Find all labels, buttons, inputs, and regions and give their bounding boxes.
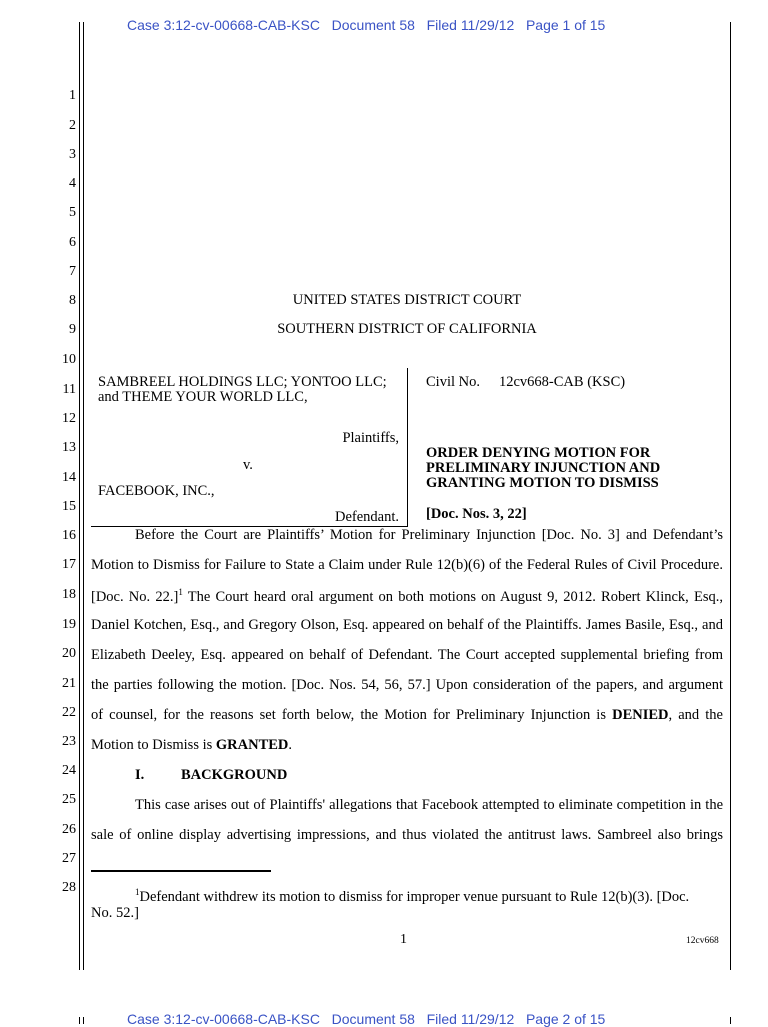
line-number: 13	[62, 440, 76, 455]
ruling-granted: GRANTED	[215, 737, 289, 753]
order-title: GRANTING MOTION TO DISMISS	[426, 475, 659, 491]
body-line: Elizabeth Deeley, Esq. appeared on behalf of Defendant. The Court accepted supplemental briefing from	[91, 647, 723, 663]
body-line: the parties following the motion. [Doc. Nos. 54, 56, 57.] Upon consideration of the papers, and argument	[91, 677, 723, 693]
page-header-next: Case 3:12-cv-00668-CAB-KSC Document 58 Filed 11/29/12 Page 2 of 15	[127, 1011, 606, 1027]
left-margin-rule-inner-next	[83, 1017, 84, 1024]
right-margin-rule-next	[730, 1017, 731, 1024]
body-line: Motion to Dismiss for Failure to State a Claim under Rule 12(b)(6) of the Federal Rules of Civil Procedure.	[91, 557, 723, 573]
line-number: 9	[69, 322, 76, 337]
body-text: [Doc. No. 22.]	[91, 588, 179, 605]
body-text: of counsel, for the reasons set forth below, the Motion for Preliminary Injunction is	[91, 707, 613, 723]
defendant-name: FACEBOOK, INC.,	[98, 483, 215, 499]
doc-nos: [Doc. Nos. 3, 22]	[426, 506, 527, 522]
body-text: .	[288, 737, 293, 753]
page-number: 1	[400, 932, 407, 947]
line-number: 20	[62, 646, 76, 661]
left-margin-rule-inner	[83, 22, 84, 970]
line-number: 27	[62, 851, 76, 866]
right-margin-rule	[730, 22, 731, 970]
line-number: 8	[69, 293, 76, 308]
plaintiffs-names: SAMBREEL HOLDINGS LLC; YONTOO LLC;	[98, 374, 387, 390]
left-margin-rule-outer	[79, 22, 80, 970]
ruling-denied: DENIED	[612, 707, 669, 723]
body-text: The Court heard oral argument on both motions on August 9, 2012. Robert Klinck, Esq.,	[182, 588, 723, 605]
footnote-text-cont: No. 52.]	[91, 904, 139, 921]
versus: v.	[243, 457, 253, 473]
plaintiffs-names-cont: and THEME YOUR WORLD LLC,	[98, 389, 308, 405]
line-number: 12	[62, 411, 76, 426]
footnote-text: Defendant withdrew its motion to dismiss for improper venue pursuant to Rule 12(b)(3). [Doc.	[139, 888, 690, 905]
line-number: 24	[62, 763, 76, 778]
court-name: UNITED STATES DISTRICT COURT	[292, 292, 522, 308]
body-line: This case arises out of Plaintiffs' allegations that Facebook attempted to eliminate competition in the	[135, 797, 723, 813]
page-header: Case 3:12-cv-00668-CAB-KSC Document 58 Filed 11/29/12 Page 1 of 15	[127, 17, 606, 33]
body-line	[91, 737, 723, 754]
line-number: 11	[62, 382, 76, 397]
body-line: Before the Court are Plaintiffs’ Motion for Preliminary Injunction [Doc. No. 3] and Defendant’s	[135, 527, 723, 543]
line-number: 21	[62, 676, 76, 691]
order-title: ORDER DENYING MOTION FOR	[426, 445, 651, 461]
line-number: 16	[62, 528, 76, 543]
line-number: 5	[69, 205, 76, 220]
section-number: I.	[135, 767, 145, 783]
court-district: SOUTHERN DISTRICT OF CALIFORNIA	[277, 321, 537, 337]
line-number: 22	[62, 705, 76, 720]
line-number: 2	[69, 118, 76, 133]
caption-divider-vertical	[407, 368, 408, 527]
line-number: 17	[62, 557, 76, 572]
line-number: 7	[69, 264, 76, 279]
line-number: 26	[62, 822, 76, 837]
body-text: , and the	[668, 707, 723, 723]
left-margin-rule-outer-next	[79, 1017, 80, 1024]
line-number: 25	[62, 792, 76, 807]
line-number: 19	[62, 617, 76, 632]
line-number: 1	[69, 88, 76, 103]
body-line: Daniel Kotchen, Esq., and Gregory Olson, Esq. appeared on behalf of the Plaintiffs. James Basile, Esq., and	[91, 617, 723, 633]
footnote-ref: 1	[178, 587, 183, 597]
line-number: 28	[62, 880, 76, 895]
body-line	[91, 587, 723, 606]
line-number: 14	[62, 470, 76, 485]
civil-no-label: Civil No.	[426, 374, 480, 390]
line-number: 15	[62, 499, 76, 514]
section-heading: BACKGROUND	[181, 767, 288, 783]
body-line	[91, 707, 723, 724]
body-line: sale of online display advertising impressions, and thus violated the antitrust laws. Sambreel also brings	[91, 827, 723, 843]
footnote	[91, 884, 723, 921]
plaintiffs-label: Plaintiffs,	[342, 430, 399, 446]
footnote-marker: 1	[135, 887, 140, 897]
footnote-separator	[91, 870, 271, 872]
line-number: 10	[62, 352, 76, 367]
civil-no-value: 12cv668-CAB (KSC)	[499, 374, 626, 390]
line-number: 3	[69, 147, 76, 162]
line-number: 6	[69, 235, 76, 250]
order-title: PRELIMINARY INJUNCTION AND	[426, 460, 661, 476]
case-reference: 12cv668	[686, 936, 719, 946]
line-number: 18	[62, 587, 76, 602]
page-gap	[0, 972, 768, 1008]
body-text: Motion to Dismiss is	[91, 737, 216, 753]
line-number: 23	[62, 734, 76, 749]
defendant-label: Defendant.	[334, 509, 399, 525]
line-number: 4	[69, 176, 76, 191]
